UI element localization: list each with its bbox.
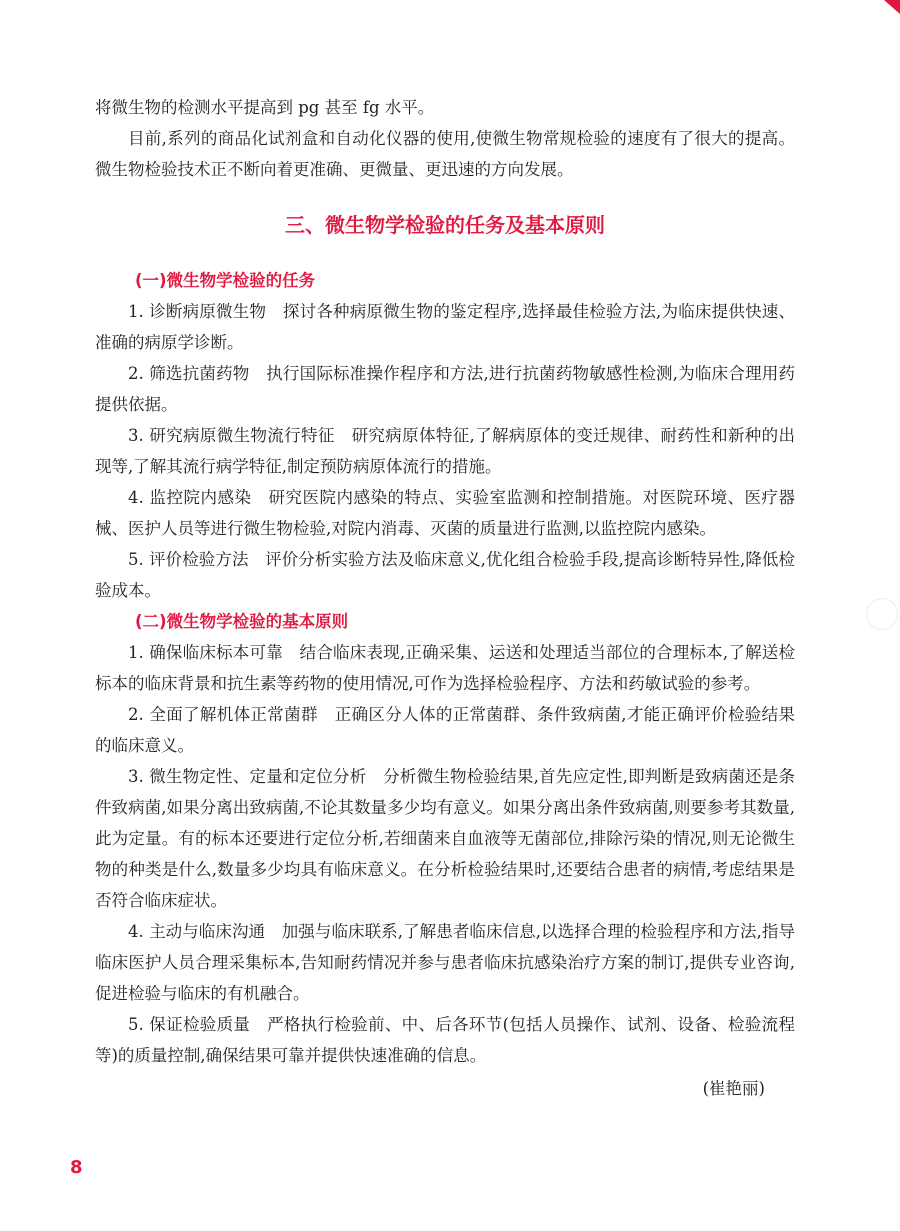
corner-triangle-icon [884,0,900,14]
principle-item: 5. 保证检验质量 严格执行检验前、中、后各环节(包括人员操作、试剂、设备、检验流程等)的质量控制,确保结果可靠并提供快速准确的信息。 [95,1015,795,1065]
task-item: 1. 诊断病原微生物 探讨各种病原微生物的鉴定程序,选择最佳检验方法,为临床提供快速、准确的病原学诊断。 [95,302,795,352]
subsection-title-principles: (二)微生物学检验的基本原则 [135,612,349,631]
task-item: 3. 研究病原微生物流行特征 研究病原体特征,了解病原体的变迁规律、耐药性和新种的出现等,了解其流行病学特征,制定预防病原体流行的措施。 [95,426,795,476]
principle-item: 2. 全面了解机体正常菌群 正确区分人体的正常菌群、条件致病菌,才能正确评价检验结果的临床意义。 [95,705,795,755]
intro-paragraph: 目前,系列的商品化试剂盒和自动化仪器的使用,使微生物常规检验的速度有了很大的提高。微生物检验技术正不断向着更准确、更微量、更迅速的方向发展。 [95,129,795,179]
subsection-title-tasks: (一)微生物学检验的任务 [135,271,316,290]
task-item: 4. 监控院内感染 研究医院内感染的特点、实验室监测和控制措施。对医院环境、医疗器械、医护人员等进行微生物检验,对院内消毒、灭菌的质量进行监测,以监控院内感染。 [95,488,795,538]
intro-line: 将微生物的检测水平提高到 pg 甚至 fg 水平。 [95,98,435,117]
principle-item: 1. 确保临床标本可靠 结合临床表现,正确采集、运送和处理适当部位的合理标本,了解送检标本的临床背景和抗生素等药物的使用情况,可作为选择检验程序、方法和药敏试验的参考。 [95,643,795,693]
side-seal-icon [866,598,898,630]
principle-item: 4. 主动与临床沟通 加强与临床联系,了解患者临床信息,以选择合理的检验程序和方法,指导临床医护人员合理采集标本,告知耐药情况并参与患者临床抗感染治疗方案的制订,提供专业咨询,促进检验与临床的有机融合。 [95,922,795,1003]
task-item: 5. 评价检验方法 评价分析实验方法及临床意义,优化组合检验手段,提高诊断特异性,降低检验成本。 [95,550,795,600]
task-item: 2. 筛选抗菌药物 执行国际标准操作程序和方法,进行抗菌药物敏感性检测,为临床合理用药提供依据。 [95,364,795,414]
section-title: 三、微生物学检验的任务及基本原则 [285,213,605,237]
author-signature: (崔艳丽) [702,1079,765,1098]
principle-item: 3. 微生物定性、定量和定位分析 分析微生物检验结果,首先应定性,即判断是致病菌还是条件致病菌,如果分离出致病菌,不论其数量多少均有意义。如果分离出条件致病菌,则要参考其数量,此为定量。有的标本还要进行定位分析,若细菌来自血液等无菌部位,排除污染的情况,则无论微生物的种类是什么,数量多少均具有临床意义。在分析检验结果时,还要结合患者的病情,考虑结果是否符合临床症状。 [95,767,795,910]
page-content [95,92,795,1121]
page-number: 8 [70,1157,83,1178]
